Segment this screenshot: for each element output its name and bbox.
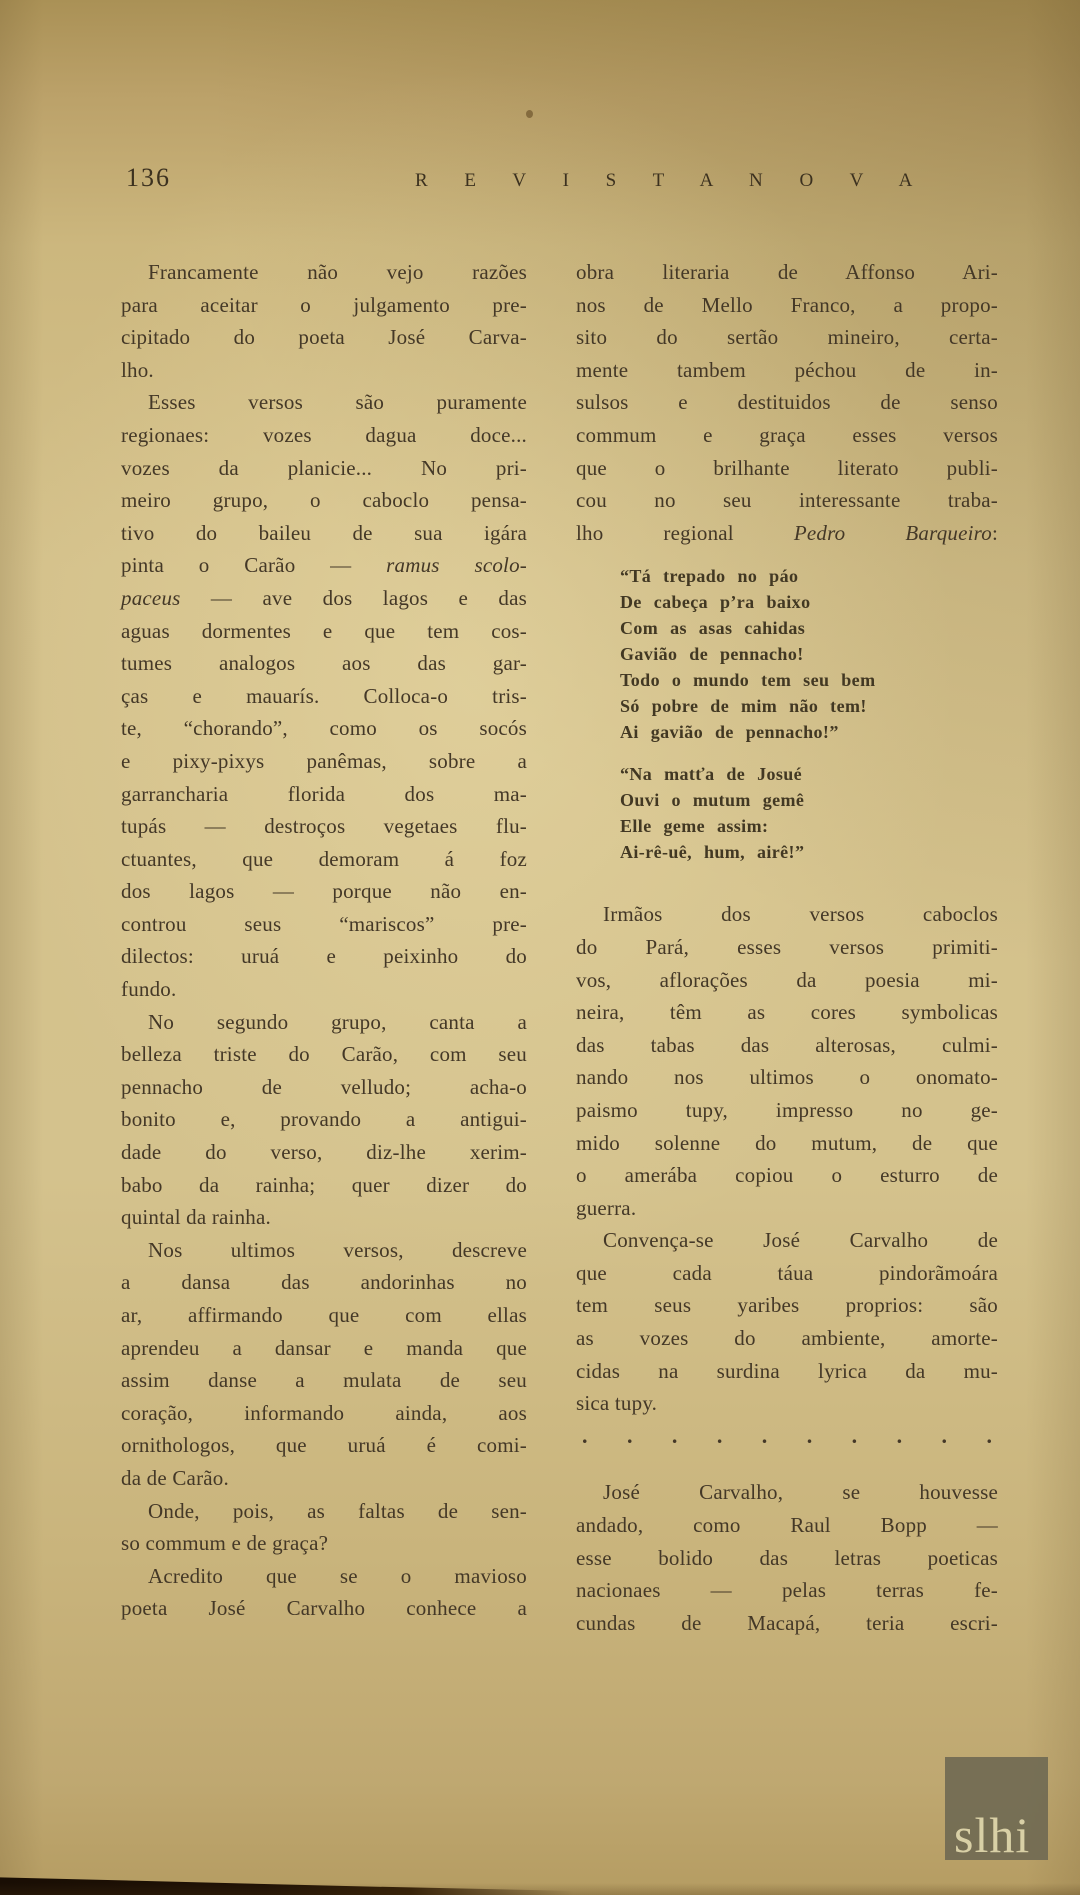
text-segment: No segundo grupo, canta a (148, 1009, 527, 1034)
text-segment: obra literaria de Affonso Ari- (576, 260, 998, 284)
separator-dot: . (761, 1422, 768, 1448)
poem-line (620, 667, 998, 693)
text-segment: dos lagos — porque não en- (121, 879, 527, 904)
text-segment: Com as asas cahidas (620, 618, 806, 639)
text-line (576, 289, 998, 322)
text-segment: tupás — destroços vegetaes flu- (121, 814, 527, 839)
text-line (121, 810, 527, 843)
text-line (121, 452, 527, 485)
separator-dot: . (851, 1422, 858, 1448)
text-segment: que o brilhante literato publi- (576, 455, 998, 480)
text-line (576, 419, 998, 452)
dotted-separator (576, 1420, 998, 1453)
text-line (121, 940, 527, 973)
left-text-column (121, 256, 527, 1625)
text-line (121, 1364, 527, 1397)
text-segment: que cada táua pindorãmoára (576, 1260, 998, 1285)
text-line (121, 1560, 527, 1593)
poem-line (620, 615, 998, 641)
text-segment: mente tambem péchou de in- (576, 357, 998, 382)
text-line (121, 875, 527, 908)
journal-title: R E V I S T A N O V A (415, 170, 920, 191)
paragraph-gap (576, 745, 998, 761)
text-line (121, 647, 527, 680)
text-line (576, 1159, 998, 1192)
text-line (121, 745, 527, 778)
text-line (121, 1103, 527, 1136)
text-segment: as vozes do ambiente, amorte- (576, 1326, 998, 1351)
text-segment: lho. (121, 357, 154, 382)
poem-line (620, 813, 998, 839)
text-line (121, 289, 527, 322)
separator-dot: . (986, 1422, 992, 1448)
text-segment: te, “chorando”, como os socós (121, 716, 527, 741)
text-line (121, 1071, 527, 1104)
text-line (121, 778, 527, 811)
text-segment: poeta José Carvalho conhece a (121, 1596, 527, 1621)
text-segment: e pixy-pixys panêmas, sobre a (121, 748, 527, 773)
text-segment: babo da rainha; quer dizer do (121, 1172, 527, 1197)
text-segment: José Carvalho, se houvesse (603, 1480, 998, 1505)
separator-dot: . (941, 1422, 947, 1448)
text-segment: nacionaes — pelas terras fe- (576, 1578, 998, 1603)
text-segment: ornithologos, que uruá é comi- (121, 1433, 527, 1458)
text-line (121, 1234, 527, 1267)
text-segment: cou no seu interessante traba- (576, 488, 998, 513)
text-segment: — ave dos lagos e das (180, 585, 527, 610)
text-segment: pinta o Carão — (121, 553, 387, 578)
text-line (576, 1224, 998, 1257)
poem-line (620, 589, 998, 615)
paragraph-gap (576, 549, 998, 563)
paragraph-gap (576, 1452, 998, 1476)
text-segment: para aceitar o julgamento pre- (121, 292, 527, 317)
separator-dot: . (582, 1422, 588, 1448)
text-segment: tumes analogos aos das gar- (121, 651, 527, 676)
text-segment: nos de Mello Franco, a propo- (576, 292, 998, 317)
text-segment: nando nos ultimos o onomato- (576, 1065, 998, 1090)
text-segment: ar, affirmando que com ellas (121, 1303, 527, 1327)
text-segment: Ai gavião de pennacho!” (620, 722, 839, 743)
text-segment: das tabas das alterosas, culmi- (576, 1032, 998, 1057)
text-segment: neira, têm as cores symbolicas (576, 1000, 998, 1025)
text-line (121, 908, 527, 941)
text-segment: Irmãos dos versos caboclos (603, 902, 998, 927)
text-segment: Nos ultimos versos, descreve (148, 1237, 527, 1262)
text-line (576, 1061, 998, 1094)
text-segment: a dansa das andorinhas no (121, 1270, 527, 1295)
text-segment: quintal da rainha. (121, 1205, 271, 1230)
text-line (121, 1397, 527, 1430)
italic-text: paceus (121, 585, 181, 610)
italic-text: ramus scolo- (386, 553, 527, 578)
text-segment: Ouvi o mutum gemê (620, 790, 805, 811)
text-line (121, 1495, 527, 1528)
page-number: 136 (126, 163, 171, 192)
text-segment: andado, como Raul Bopp — (576, 1513, 998, 1538)
text-line (121, 1429, 527, 1462)
text-line (121, 354, 527, 387)
text-segment: belleza triste do Carão, com seu (121, 1042, 527, 1067)
text-line (121, 680, 527, 713)
text-segment: commum e graça esses versos (576, 422, 998, 447)
text-line (121, 1332, 527, 1365)
text-segment: Onde, pois, as faltas de sen- (148, 1498, 527, 1523)
text-segment: paismo tupy, impresso no ge- (576, 1097, 998, 1122)
text-segment: Só pobre de mim não tem! (620, 696, 867, 717)
text-line (576, 517, 998, 550)
text-line (576, 386, 998, 419)
text-line (576, 1542, 998, 1575)
text-line (576, 1322, 998, 1355)
paragraph-gap (576, 865, 998, 898)
text-line (576, 1387, 998, 1420)
text-line (576, 1476, 998, 1509)
separator-dot: . (626, 1422, 633, 1448)
poem-line (620, 839, 998, 865)
bottom-edge-shade (0, 1883, 1080, 1895)
text-line (121, 1038, 527, 1071)
text-line (576, 1289, 998, 1322)
text-line (576, 1029, 998, 1062)
watermark-text: slhi (954, 1807, 1031, 1863)
text-segment: esse bolido das letras poeticas (576, 1545, 998, 1570)
text-line (576, 1127, 998, 1160)
text-line (121, 1527, 527, 1560)
text-segment: vos, aflorações da poesia mi- (576, 967, 998, 992)
text-line (121, 549, 527, 582)
text-line (121, 973, 527, 1006)
poem-line (620, 563, 998, 589)
text-segment: fundo. (121, 977, 177, 1002)
text-line (576, 898, 998, 931)
text-segment: meiro grupo, o caboclo pensa- (121, 488, 527, 513)
text-line (121, 419, 527, 452)
text-segment: mido solenne do mutum, de que (576, 1130, 998, 1155)
text-segment: aprendeu a dansar e manda que (121, 1335, 527, 1360)
poem-line (620, 693, 998, 719)
text-segment: tivo do baileu de sua igára (121, 520, 527, 545)
poem-line (620, 641, 998, 667)
separator-dot: . (671, 1422, 678, 1448)
text-segment: bonito e, provando a antigui- (121, 1107, 527, 1132)
text-segment: De cabeça p’ra baixo (620, 592, 811, 613)
text-line (576, 1574, 998, 1607)
text-segment: da de Carão. (121, 1465, 229, 1490)
text-segment: Elle geme assim: (620, 816, 769, 837)
text-segment: controu seus “mariscos” pre- (121, 911, 527, 936)
text-line (121, 1592, 527, 1625)
text-segment: assim danse a mulata de seu (121, 1368, 527, 1393)
slhi-watermark (945, 1757, 1048, 1863)
text-line (121, 1169, 527, 1202)
text-line (121, 386, 527, 419)
text-segment: cundas de Macapá, teria escri- (576, 1610, 998, 1635)
text-line (121, 1136, 527, 1169)
text-segment: guerra. (576, 1195, 637, 1220)
text-line (121, 1006, 527, 1039)
text-line (576, 256, 998, 289)
text-line (121, 582, 527, 615)
text-line (576, 964, 998, 997)
text-line (576, 354, 998, 387)
text-segment: dilectos: uruá e peixinho do (121, 944, 527, 969)
text-line (121, 484, 527, 517)
text-segment: aguas dormentes e que tem cos- (121, 618, 527, 643)
text-line (576, 931, 998, 964)
text-segment: lho regional (576, 520, 794, 545)
text-segment: vozes da planicie... No pri- (121, 455, 527, 480)
text-line (576, 321, 998, 354)
text-segment: Esses versos são puramente (148, 390, 527, 415)
text-segment: sulsos e destituidos de senso (576, 390, 998, 415)
text-line (121, 1462, 527, 1495)
text-line (576, 484, 998, 517)
text-line (576, 452, 998, 485)
right-text-column (576, 256, 998, 1639)
text-segment: Todo o mundo tem seu bem (620, 670, 876, 691)
text-line (576, 1607, 998, 1640)
text-line (121, 517, 527, 550)
text-segment: Ai-rê-uê, hum, airê!” (620, 842, 805, 863)
text-segment: Convença-se José Carvalho de (603, 1228, 998, 1253)
text-segment: so commum e de graça? (121, 1531, 329, 1556)
text-segment: regionaes: vozes dagua doce... (121, 422, 527, 447)
text-segment: pennacho de velludo; acha-o (121, 1074, 527, 1099)
ink-speck (526, 110, 533, 118)
text-line (121, 1266, 527, 1299)
text-line (576, 1192, 998, 1225)
text-line (576, 1509, 998, 1542)
text-segment: sica tupy. (576, 1391, 658, 1416)
separator-dot: . (806, 1422, 813, 1448)
text-segment: Gavião de pennacho! (620, 644, 804, 665)
text-segment: ças e mauarís. Colloca-o tris- (121, 683, 527, 708)
text-segment: : (991, 520, 998, 545)
separator-dot: . (716, 1422, 723, 1448)
text-line (576, 1094, 998, 1127)
text-line (121, 256, 527, 289)
text-line (121, 615, 527, 648)
text-segment: o amerába copiou o esturro de (576, 1163, 998, 1188)
text-segment: ctuantes, que demoram á foz (121, 846, 527, 871)
text-segment: Acredito que se o mavioso (148, 1563, 527, 1588)
text-line (121, 321, 527, 354)
text-segment: sito do sertão mineiro, certa- (576, 325, 998, 350)
text-line (576, 1257, 998, 1290)
text-line (121, 712, 527, 745)
poem-line (620, 719, 998, 745)
text-segment: dade do verso, diz-lhe xerim- (121, 1140, 527, 1165)
poem-line (620, 761, 998, 787)
poem-line (620, 787, 998, 813)
text-segment: tem seus yaribes proprios: são (576, 1293, 998, 1318)
text-line (576, 996, 998, 1029)
text-segment: cipitado do poeta José Carva- (121, 325, 527, 350)
text-segment: coração, informando ainda, aos (121, 1400, 527, 1425)
text-line (121, 1299, 527, 1332)
text-segment: “Tá trepado no páo (620, 566, 799, 587)
text-segment: cidas na surdina lyrica da mu- (576, 1358, 998, 1383)
text-segment: garrancharia florida dos ma- (121, 781, 527, 806)
separator-dot: . (896, 1422, 903, 1448)
text-segment: do Pará, esses versos primiti- (576, 934, 998, 959)
italic-text: Pedro Barqueiro (793, 520, 992, 545)
text-line (121, 1201, 527, 1234)
text-segment: Francamente não vejo razões (148, 260, 527, 284)
text-line (121, 843, 527, 876)
text-segment: “Na matťa de Josué (620, 764, 803, 785)
text-line (576, 1355, 998, 1388)
